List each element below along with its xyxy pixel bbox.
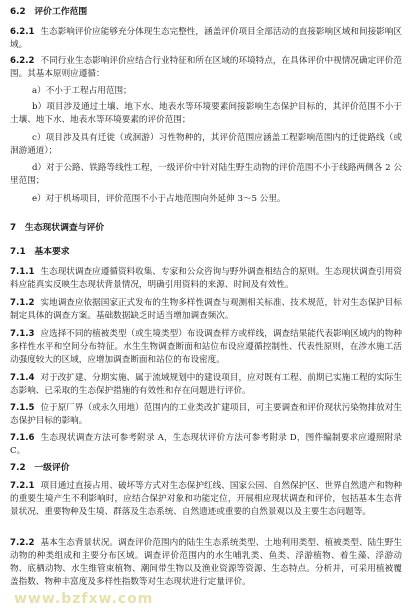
paragraph-6-2-2 (10, 55, 402, 81)
paragraph-7-1-4 (10, 372, 402, 398)
clause-text: 项目通过直接占用、破坏等方式对生态保护红线、国家公园、自然保护区、世界自然遗产和物种的重要生境产生不利影响时，应结合保护对象和功能定位，开展相应现状调查和评价，包括基本生态背景状况、重要物种及生境、群落及生态系统、自然遗迹或重要的自然景观以及主要生态问题等。 (10, 481, 402, 517)
paragraph-7-1-6 (10, 432, 402, 458)
paragraph-7-2-1 (10, 480, 402, 519)
list-item-d: d）对于公路、铁路等线性工程，一级评价中针对陆生野生动物的评价范围不小于线路两侧各 2 公里范围； (10, 163, 402, 186)
clause-text: 实地调查应依据国家正式发布的生物多样性调查与观测相关标准、技术规范，针对生态保护目标制定具体的调查方案。基础数据缺乏时适当增加调查频次。 (10, 298, 402, 321)
list-item-b: b）项目涉及通过土壤、地下水、地表水等环境要素间接影响生态保护目标的，其评价范围不小于土壤、地下水、地表水等环境要素的评价范围； (10, 102, 402, 125)
clause-number: 7.2.2 (10, 538, 35, 548)
clause-text: 位于原厂界（或永久用地）范围内的工业类改扩建项目，可主要调查和评价现状污染物排放对生态保护目标的影响。 (10, 403, 402, 426)
clause-number: 7.1.5 (10, 403, 35, 413)
list-item-c: c）项目涉及具有迁徙（或洄游）习性物种的，其评价范围应涵盖工程影响范围内的迁徙路线（或洄游通道）； (10, 133, 402, 156)
clause-number: 7.1.1 (10, 267, 35, 277)
section-heading-7: 7 生态现状调查与评价 (10, 223, 105, 233)
paragraph-7-1-5 (10, 402, 402, 428)
clause-number: 7.1.2 (10, 298, 35, 308)
watermark: www.bzfxw.com (14, 591, 154, 607)
clause-text: 不同行业生态影响评价应结合行业特征和所在区域的环境特点，在具体评价中视情况确定评价范围。其基本原则应遵循： (10, 56, 402, 79)
clause-number: 7.1.4 (10, 373, 35, 383)
clause-text: 应选择不同的植被类型（或生境类型）布设调查样方或样线，调查结果能代表影响区域内的物种多样性水平和空间分布特征。水生生物调查断面和站位布设应遵循控制性、代表性原则，在涉水施工活动强度较大的区域，应增加调查断面和站位的布设密度。 (10, 329, 402, 365)
section-heading-7-1: 7.1 基本要求 (10, 247, 70, 257)
paragraph-6-2-1 (10, 26, 402, 52)
section-heading-6-2: 6.2 评价工作范围 (10, 7, 88, 17)
list-item-a: a）不小于工程占用范围； (32, 86, 132, 96)
clause-number: 7.2.1 (10, 481, 35, 491)
clause-number: 7.1.6 (10, 433, 35, 443)
clause-number: 7.1.3 (10, 329, 35, 339)
list-item-e: e）对于机场项目，评价范围不小于占地范围向外延伸 3～5 公里。 (32, 194, 286, 204)
paragraph-7-1-3 (10, 328, 402, 367)
paragraph-7-2-2 (10, 537, 402, 589)
clause-number: 6.2.1 (10, 27, 35, 37)
paragraph-7-1-1 (10, 266, 402, 292)
clause-text: 生态影响评价应能够充分体现生态完整性，涵盖评价项目全部活动的直接影响区域和间接影响区域。 (10, 27, 402, 50)
clause-text: 基本生态背景状况。调查评价范围内的陆生生态系统类型、土地利用类型、植被类型、陆生野生动物的种类组成和主要分布区域。调查评价范围内的水生哺乳类、鱼类、浮游植物、着生藻、浮游动物、底栖动物、水生维管束植物、潮间带生物以及渔业资源等资源、生态特点。分析并，可采用植被覆盖指数、物种丰富度及多样性指数等对生态现状进行定量评价。 (10, 538, 402, 587)
clause-text: 生态现状调查应遵循资料收集、专家和公众咨询与野外调查相结合的原则。生态现状调查引用资料应能真实反映生态现状背景情况，明确引用资料的来源、时间及有效性。 (10, 267, 402, 290)
clause-number: 6.2.2 (10, 56, 35, 66)
clause-text: 生态现状调查方法可参考附录 A，生态现状评价方法可参考附录 D，图件编制要求应遵照附录 C。 (10, 433, 402, 456)
paragraph-7-1-2 (10, 297, 402, 323)
clause-text: 对于改扩建、分期实施、属于流域规划中的建设项目，应对既有工程、前期已实施工程的实际生态影响、已采取的生态保护措施的有效性和存在问题进行评价。 (10, 373, 402, 396)
section-heading-7-2: 7.2 一级评价 (10, 463, 70, 473)
